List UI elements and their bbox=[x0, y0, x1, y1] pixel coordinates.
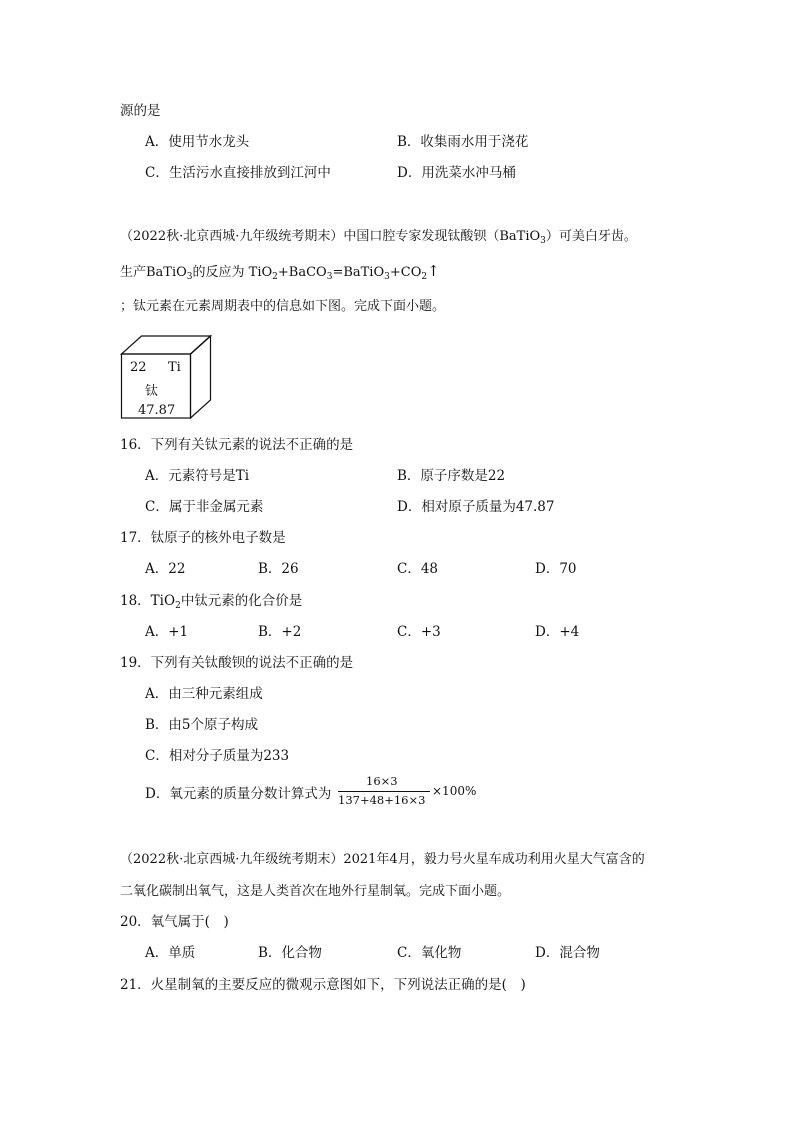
q20-option-b: B．化合物 bbox=[258, 945, 322, 961]
question-19: 19．下列有关钛酸钡的说法不正确的是 bbox=[120, 655, 354, 671]
element-symbol: Ti bbox=[168, 360, 181, 375]
option-a: A．使用节水龙头 bbox=[145, 134, 250, 150]
passage2-line1: （2022秋·北京西城·九年级统考期末）2021年4月，毅力号火星车成功利用火星大气富含的 bbox=[120, 852, 645, 867]
q16-option-a: A．元素符号是Ti bbox=[145, 468, 250, 484]
question-16: 16．下列有关钛元素的说法不正确的是 bbox=[120, 437, 354, 453]
q20-option-c: C．氧化物 bbox=[397, 945, 462, 961]
question-18: 18．TiO$_2$中钛元素的化合价是 bbox=[120, 593, 303, 611]
passage1-line1: （2022秋·北京西城·九年级统考期末）中国口腔专家发现钛酸钡（BaTiO$_3$）可美白牙齿。 bbox=[120, 229, 637, 246]
question-20: 20．氧气属于( ) bbox=[120, 914, 229, 930]
source-tag: （2022秋·北京西城·九年级统考期末） bbox=[120, 229, 344, 244]
q19-option-d: D．氧元素的质量分数计算式为 bbox=[145, 786, 332, 802]
element-card-ti bbox=[120, 334, 212, 420]
q17-option-b: B．26 bbox=[258, 561, 299, 577]
reaction-equation: 生产BaTiO$_3$的反应为 $TiO_2+BaCO_3=BaTiO_3+CO_2↑$ bbox=[120, 262, 440, 282]
element-name: 钛 bbox=[145, 384, 159, 399]
q17-option-a: A．22 bbox=[145, 561, 186, 577]
atomic-number: 22 bbox=[130, 360, 147, 375]
passage2-line2: 二氧化碳制出氧气，这是人类首次在地外行星制氧。完成下面小题。 bbox=[120, 884, 511, 899]
q16-option-b: B．原子序数是22 bbox=[397, 468, 506, 484]
question-21: 21．火星制氧的主要反应的微观示意图如下，下列说法正确的是( ) bbox=[120, 977, 526, 993]
q16-option-c: C．属于非金属元素 bbox=[145, 499, 264, 515]
q18-option-c: C．+3 bbox=[397, 624, 441, 640]
q18-option-d: D．+4 bbox=[535, 624, 580, 640]
q20-option-a: A．单质 bbox=[145, 945, 196, 961]
fraction-bar bbox=[338, 791, 430, 792]
question-17: 17．钛原子的核外电子数是 bbox=[120, 530, 286, 546]
option-b: B．收集雨水用于浇花 bbox=[397, 134, 529, 150]
fraction-denominator: 137+48+16×3 bbox=[338, 793, 426, 807]
q19-option-b: B．由5个原子构成 bbox=[145, 717, 259, 733]
fraction-numerator: 16×3 bbox=[366, 774, 398, 788]
q17-option-c: C．48 bbox=[397, 561, 439, 577]
q20-option-d: D．混合物 bbox=[535, 945, 600, 961]
atomic-mass: 47.87 bbox=[138, 403, 176, 418]
option-d: D．用洗菜水冲马桶 bbox=[397, 165, 516, 181]
continuation-text: 源的是 bbox=[120, 103, 161, 119]
passage1-line3: ；钛元素在元素周期表中的信息如下图。完成下面小题。 bbox=[120, 299, 446, 314]
option-c: C．生活污水直接排放到江河中 bbox=[145, 165, 331, 181]
q18-option-a: A．+1 bbox=[145, 624, 189, 640]
fraction-multiplier: ×100% bbox=[432, 784, 477, 798]
q17-option-d: D．70 bbox=[535, 561, 577, 577]
q16-option-d: D．相对原子质量为47.87 bbox=[397, 499, 555, 515]
q19-option-a: A．由三种元素组成 bbox=[145, 686, 263, 702]
q19-option-c: C．相对分子质量为233 bbox=[145, 748, 290, 764]
up-arrow-icon: ↑ bbox=[427, 262, 440, 280]
q18-option-b: B．+2 bbox=[258, 624, 302, 640]
